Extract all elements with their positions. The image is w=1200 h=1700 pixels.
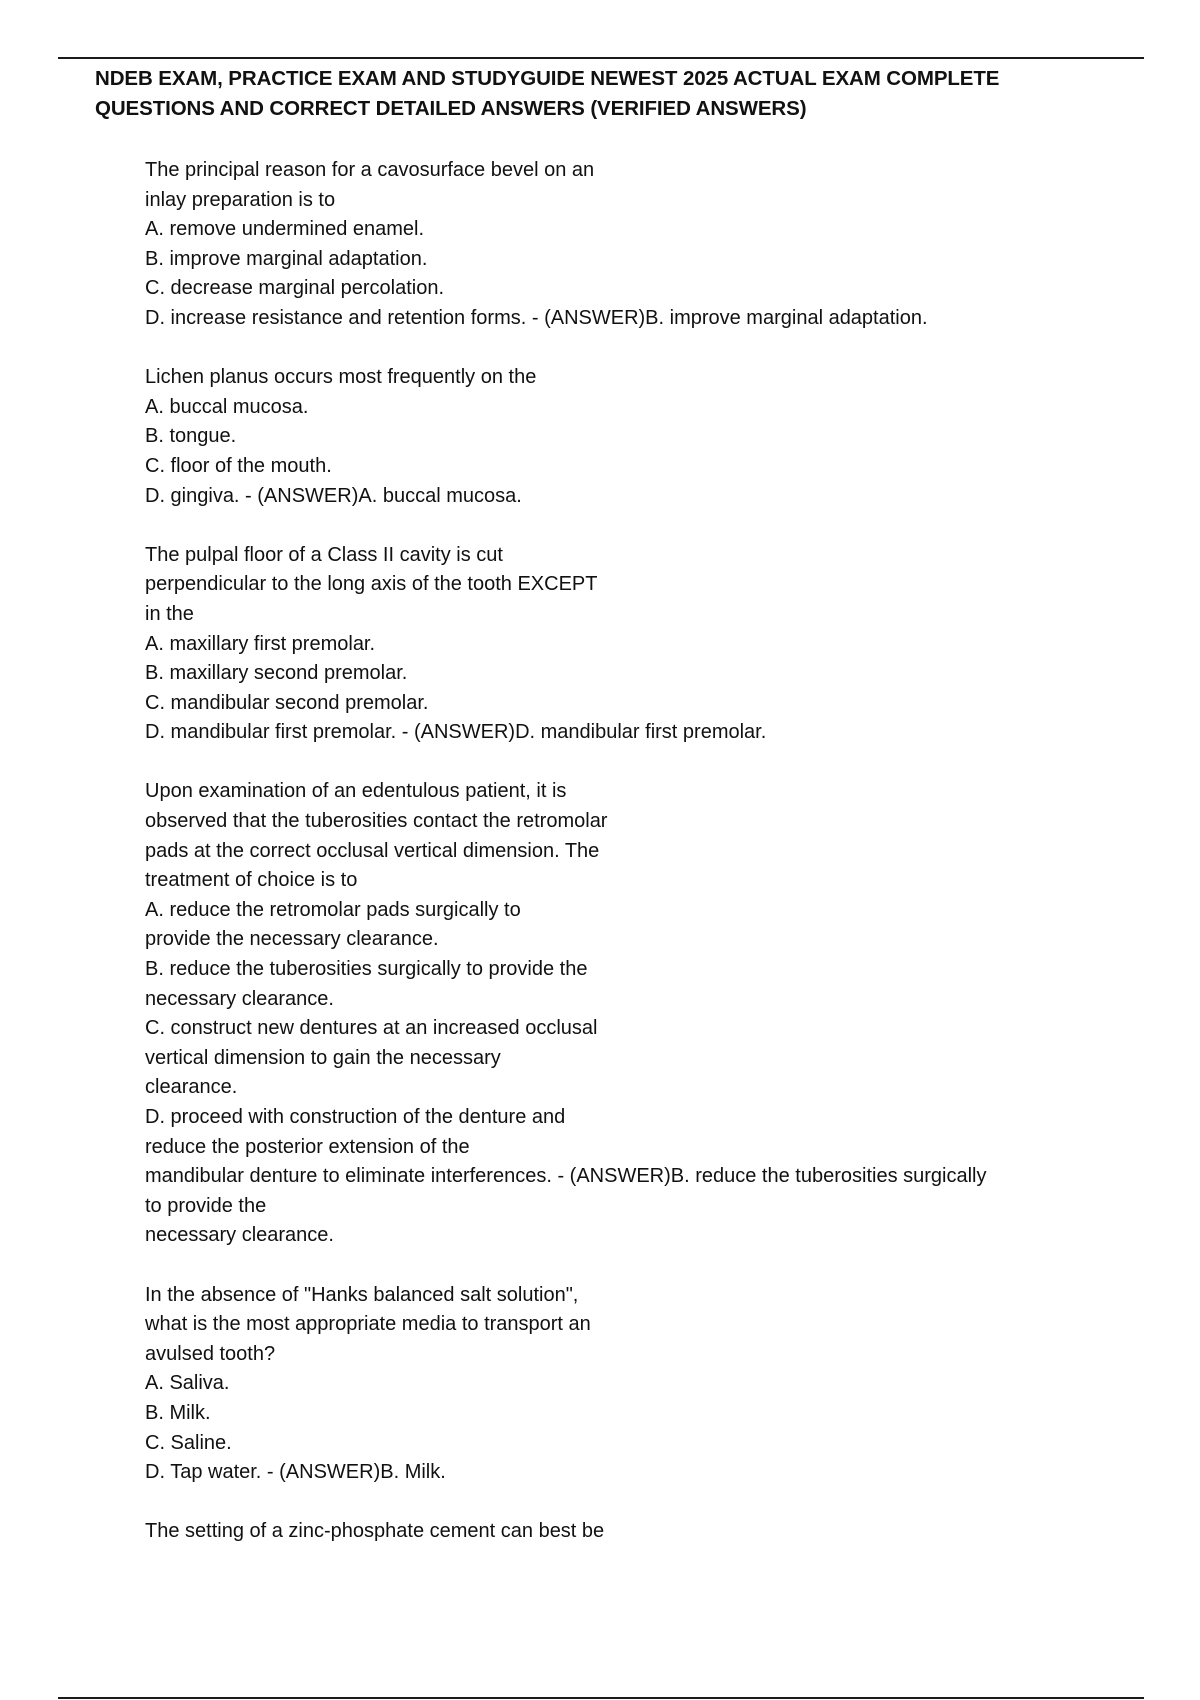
question-line: The principal reason for a cavosurface bevel on an: [145, 159, 595, 181]
option-line: C. floor of the mouth.: [145, 454, 332, 477]
option-line: B. improve marginal adaptation.: [145, 247, 428, 270]
question-line: Upon examination of an edentulous patient, it is: [145, 780, 567, 803]
answer-line: to provide the: [145, 1194, 267, 1217]
answer-line: D. mandibular first premolar. - (ANSWER)D. mandibular first premolar.: [145, 721, 767, 744]
option-line: A. Saliva.: [145, 1372, 230, 1395]
footer-divider: [58, 1697, 1144, 1699]
question-line: avulsed tooth?: [145, 1342, 276, 1365]
question-block: [145, 156, 1155, 334]
title-line-1: NDEB EXAM, PRACTICE EXAM AND STUDYGUIDE NEWEST 2025 ACTUAL EXAM COMPLETE: [95, 67, 1000, 90]
option-line: A. reduce the retromolar pads surgically to: [145, 898, 521, 921]
question-block: [145, 1281, 1155, 1488]
question-line: The setting of a zinc-phosphate cement can best be: [145, 1520, 605, 1543]
option-line: D. proceed with construction of the denture and: [145, 1106, 566, 1128]
option-line: A. buccal mucosa.: [145, 395, 309, 418]
answer-line: D. Tap water. - (ANSWER)B. Milk.: [145, 1461, 446, 1484]
option-line: C. Saline.: [145, 1431, 232, 1454]
option-line: vertical dimension to gain the necessary: [145, 1046, 501, 1069]
option-line: B. tongue.: [145, 425, 237, 448]
question-line: Lichen planus occurs most frequently on the: [145, 366, 537, 389]
title-line-2: QUESTIONS AND CORRECT DETAILED ANSWERS (VERIFIED ANSWERS): [95, 97, 807, 120]
question-block: [145, 1517, 1155, 1547]
option-line: clearance.: [145, 1076, 238, 1099]
answer-line: necessary clearance.: [145, 1224, 334, 1247]
header-divider: [58, 57, 1144, 59]
option-line: C. construct new dentures at an increased occlusal: [145, 1017, 598, 1040]
option-line: necessary clearance.: [145, 987, 334, 1010]
option-line: provide the necessary clearance.: [145, 928, 439, 951]
question-line: perpendicular to the long axis of the tooth EXCEPT: [145, 573, 598, 596]
option-line: B. Milk.: [145, 1401, 211, 1424]
answer-line: D. increase resistance and retention forms. - (ANSWER)B. improve marginal adaptation.: [145, 306, 928, 329]
question-line: treatment of choice is to: [145, 869, 358, 892]
option-line: B. maxillary second premolar.: [145, 662, 408, 685]
answer-line: D. gingiva. - (ANSWER)A. buccal mucosa.: [145, 484, 522, 507]
document-title: [95, 64, 1155, 124]
question-block: [145, 363, 1155, 511]
option-line: B. reduce the tuberosities surgically to provide the: [145, 958, 588, 981]
question-line: In the absence of "Hanks balanced salt solution",: [145, 1283, 579, 1306]
question-list: [145, 156, 1155, 1577]
question-line: inlay preparation is to: [145, 188, 336, 211]
option-line: A. remove undermined enamel.: [145, 218, 425, 241]
option-line: C. decrease marginal percolation.: [145, 277, 445, 300]
option-line: C. mandibular second premolar.: [145, 691, 429, 714]
question-line: in the: [145, 602, 194, 625]
question-block: [145, 541, 1155, 748]
option-line: A. maxillary first premolar.: [145, 632, 376, 655]
question-line: what is the most appropriate media to transport an: [145, 1313, 591, 1336]
question-line: pads at the correct occlusal vertical dimension. The: [145, 839, 600, 862]
answer-line: mandibular denture to eliminate interferences. - (ANSWER)B. reduce the tuberosities surgically: [145, 1165, 987, 1188]
question-line: observed that the tuberosities contact the retromolar: [145, 810, 608, 833]
option-line: reduce the posterior extension of the: [145, 1135, 470, 1158]
question-line: The pulpal floor of a Class II cavity is cut: [145, 543, 503, 566]
question-block: [145, 777, 1155, 1251]
